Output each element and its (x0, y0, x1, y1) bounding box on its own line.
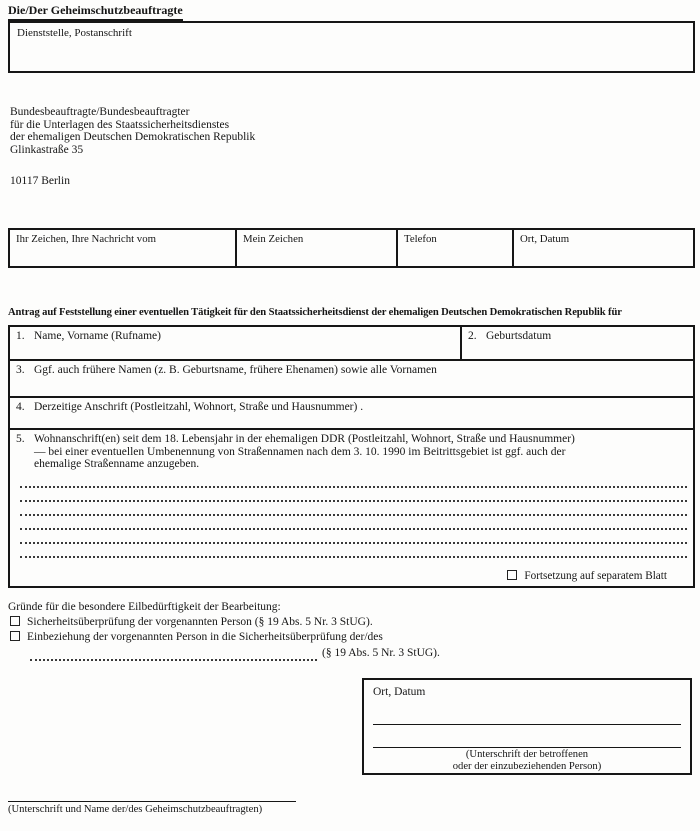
person-signature-caption: (Unterschrift der betroffenen oder der einzubeziehenden Person) (452, 749, 602, 772)
urgency-option-2 (8, 630, 648, 645)
sender-address-box[interactable] (8, 21, 695, 73)
urgency-section (8, 600, 648, 661)
recipient-address (10, 106, 255, 188)
field-label-ddr-addresses: Wohnanschrift(en) seit dem 18. Lebensjahr in der ehemaligen DDR (Postleitzahl, Wohnort, Straße und Hausnummer) — bei einer eventuellen Umbenennung von Straßennamen nach dem 3. 10. 1990 im Beitrittsgebiet ist ggf. auch der ehemalige Straßenname anzugeben. (34, 433, 575, 471)
ref-cell-ihr-zeichen[interactable] (10, 230, 237, 266)
field-name-input-area[interactable] (10, 327, 462, 359)
recipient-line: für die Unterlagen des Staatssicherheitsdienstes (10, 118, 230, 131)
ref-cell-mein-zeichen[interactable] (237, 230, 398, 266)
ref-label: Mein Zeichen (243, 233, 304, 245)
field-number: 1. (16, 330, 25, 342)
signature-box-person (362, 678, 692, 775)
urgency-checkbox-1[interactable] (10, 616, 20, 626)
date-signature-line[interactable] (373, 724, 681, 725)
field-number: 5. (16, 433, 25, 445)
urgency-option-1 (8, 615, 648, 630)
entry-dotted-line[interactable] (20, 530, 687, 544)
request-title: Antrag auf Feststellung einer eventuellen Tätigkeit für den Staatssicherheitsdienst der ehemaligen Deutschen Demokratischen Republik für (8, 307, 622, 318)
field-former-names-input-area[interactable] (10, 359, 693, 396)
urgency-checkbox-2[interactable] (10, 631, 20, 641)
entry-dotted-line[interactable] (20, 502, 687, 516)
field-label-birthdate: Geburtsdatum (486, 330, 552, 342)
urgency-option-2-continuation (8, 646, 648, 661)
recipient-line: Glinkastraße 35 (10, 143, 84, 156)
field-number: 3. (16, 364, 25, 376)
signature-box-label: Ort, Datum (373, 686, 426, 698)
continuation-checkbox[interactable] (507, 570, 517, 580)
continuation-row (10, 569, 693, 586)
ddr-address-entry-area (10, 471, 693, 569)
signature-area-officer (8, 801, 338, 815)
ref-cell-ort-datum[interactable] (514, 230, 693, 266)
field-number: 2. (468, 330, 477, 342)
page-title: Die/Der Geheimschutzbeauftragte (8, 3, 183, 21)
sender-address-label: Dienststelle, Postanschrift (17, 27, 132, 39)
urgency-option-1-label: Sicherheitsüberprüfung der vorgenannten Person (§ 19 Abs. 5 Nr. 3 StUG). (27, 616, 373, 629)
person-signature-line[interactable] (373, 747, 681, 748)
reference-table (8, 228, 695, 268)
field-label-former-names: Ggf. auch frühere Namen (z. B. Geburtsname, frühere Ehenamen) sowie alle Vornamen (34, 364, 437, 376)
officer-signature-caption: (Unterschrift und Name der/des Geheimschutzbeauftragten) (8, 804, 263, 815)
urgency-heading: Gründe für die besondere Eilbedürftigkeit der Bearbeitung: (8, 601, 281, 613)
field-label-current-address: Derzeitige Anschrift (Postleitzahl, Wohnort, Straße und Hausnummer) . (34, 401, 364, 413)
urgency-option-2-suffix: (§ 19 Abs. 5 Nr. 3 StUG). (322, 646, 440, 659)
applicant-fields-table (8, 325, 695, 588)
recipient-city: 10117 Berlin (10, 175, 70, 187)
field-number: 4. (16, 401, 25, 413)
entry-dotted-line[interactable] (20, 488, 687, 502)
entry-dotted-line[interactable] (20, 474, 687, 488)
ref-cell-telefon[interactable] (398, 230, 514, 266)
entry-dotted-line[interactable] (30, 650, 317, 661)
entry-dotted-line[interactable] (20, 544, 687, 558)
continuation-label: Fortsetzung auf separatem Blatt (524, 570, 667, 582)
field-label-name: Name, Vorname (Rufname) (34, 330, 161, 342)
recipient-line: Bundesbeauftragte/Bundesbeauftragter (10, 106, 190, 118)
ref-label: Ort, Datum (520, 233, 570, 245)
field-current-address-input-area[interactable] (10, 396, 693, 428)
field-row-name-birth (10, 327, 693, 359)
entry-dotted-line[interactable] (20, 516, 687, 530)
field-ddr-addresses (10, 428, 693, 586)
ref-label: Telefon (404, 233, 437, 245)
recipient-line: der ehemaligen Deutschen Demokratischen Republik (10, 131, 256, 143)
urgency-option-2-label: Einbeziehung der vorgenannten Person in die Sicherheitsüberprüfung der/des (27, 631, 383, 644)
ref-label: Ihr Zeichen, Ihre Nachricht vom (16, 233, 156, 245)
field-birthdate-input-area[interactable] (462, 327, 693, 359)
